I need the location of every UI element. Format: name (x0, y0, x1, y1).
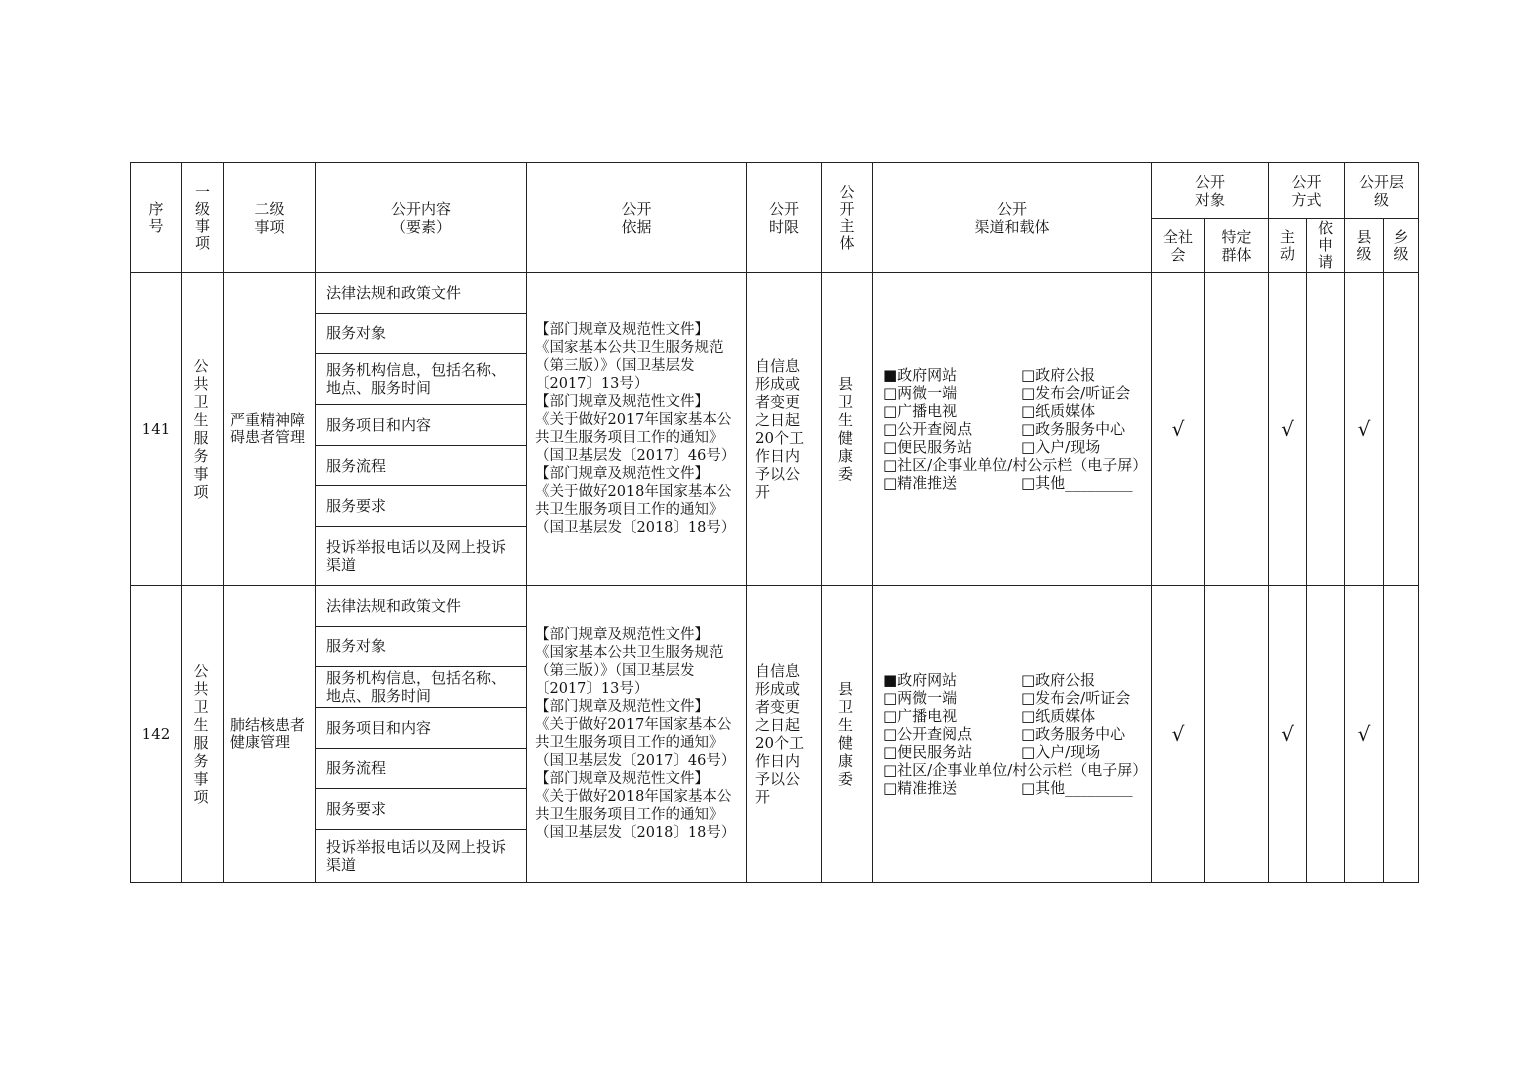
list-item: 投诉举报电话以及网上投诉渠道 (326, 837, 507, 874)
mark-town (1384, 273, 1419, 586)
list-item: 法律法规和政策文件 (316, 586, 526, 626)
list-item: 法律法规和政策文件 (316, 273, 526, 313)
mark-active: √ (1269, 273, 1307, 586)
list-item: 服务要求 (316, 788, 526, 829)
row-basis: 【部门规章及规范性文件】 《国家基本公共卫生服务规范（第三版）》（国卫基层发〔2017〕13号） 【部门规章及规范性文件】 《关于做好2017年国家基本公共卫生服务项目工作的通知》（国卫基层发〔2017〕46号） 【部门规章及规范性文件】 《关于做好2018年国家基本公共卫生服务项目工作的通知》（国卫基层发〔2018〕18号） (527, 586, 747, 883)
header-subject: 公开主体 (822, 163, 873, 273)
row-contents (316, 273, 527, 586)
row-basis: 【部门规章及规范性文件】 《国家基本公共卫生服务规范（第三版）》（国卫基层发〔2017〕13号） 【部门规章及规范性文件】 《关于做好2017年国家基本公共卫生服务项目工作的通知》（国卫基层发〔2017〕46号） 【部门规章及规范性文件】 《关于做好2018年国家基本公共卫生服务项目工作的通知》（国卫基层发〔2018〕18号） (527, 273, 747, 586)
header-seq: 序号 (131, 163, 182, 273)
list-item: 服务项目和内容 (316, 707, 526, 748)
list-item: 投诉举报电话以及网上投诉渠道 (326, 538, 507, 575)
table-row (131, 273, 1419, 586)
header-level1: 一级事项 (182, 163, 224, 273)
row-level2: 肺结核患者健康管理 (224, 586, 316, 883)
header-basis: 公开 依据 (527, 163, 747, 273)
mark-county: √ (1345, 586, 1384, 883)
mark-specific (1205, 273, 1269, 586)
row-seq: 141 (131, 273, 182, 586)
row-level2: 严重精神障碍患者管理 (224, 273, 316, 586)
header-target-specific: 特定群体 (1205, 219, 1269, 273)
row-time: 自信息形成或者变更之日起20个工作日内予以公开 (747, 273, 822, 586)
table-row (131, 586, 1419, 883)
header-level-county: 县级 (1345, 219, 1384, 273)
list-item: 服务机构信息，包括名称、地点、服务时间 (316, 666, 526, 707)
content-list (316, 273, 526, 585)
header-time: 公开 时限 (747, 163, 822, 273)
header-target: 公开对象 (1152, 163, 1269, 219)
list-item: 服务项目和内容 (316, 404, 526, 445)
header-channel: 公开 渠道和载体 (873, 163, 1152, 273)
header-level-town: 乡级 (1384, 219, 1419, 273)
list-item: 服务机构信息，包括名称、地点、服务时间 (316, 353, 526, 404)
mark-request (1307, 586, 1345, 883)
list-item: 服务流程 (316, 446, 526, 486)
header-mode-active: 主动 (1269, 219, 1307, 273)
row-contents (316, 586, 527, 883)
row-time: 自信息形成或者变更之日起20个工作日内予以公开 (747, 586, 822, 883)
header-mode-request: 依申请 (1307, 219, 1345, 273)
list-item: 服务对象 (316, 313, 526, 353)
mark-specific (1205, 586, 1269, 883)
header-mode: 公开方式 (1269, 163, 1345, 219)
row-subject: 县卫生健康委 (822, 586, 873, 883)
mark-request (1307, 273, 1345, 586)
content-list (316, 586, 526, 882)
header-level2: 二级事项 (224, 163, 316, 273)
list-item: 服务对象 (316, 626, 526, 666)
list-item: 服务流程 (316, 748, 526, 788)
row-seq: 142 (131, 586, 182, 883)
mark-all: √ (1152, 273, 1205, 586)
row-channels: ■政府网站 □政府公报 □两微一端 □发布会/听证会 □广播电视 □纸质媒体 □公开查阅点 □政务服务中心 □便民服务站 □入户/现场 □社区/企事业单位/村公示栏（电子屏） □精准推送 □其他_________ (873, 273, 1152, 586)
disclosure-table (130, 162, 1419, 883)
row-channels: ■政府网站 □政府公报 □两微一端 □发布会/听证会 □广播电视 □纸质媒体 □公开查阅点 □政务服务中心 □便民服务站 □入户/现场 □社区/企事业单位/村公示栏（电子屏） □精准推送 □其他_________ (873, 586, 1152, 883)
header-target-all: 全社会 (1152, 219, 1205, 273)
row-level1: 公共卫生服务事项 (182, 273, 224, 586)
header-row-1 (131, 163, 1419, 219)
mark-all: √ (1152, 586, 1205, 883)
row-level1: 公共卫生服务事项 (182, 586, 224, 883)
mark-active: √ (1269, 586, 1307, 883)
mark-county: √ (1345, 273, 1384, 586)
row-subject: 县卫生健康委 (822, 273, 873, 586)
mark-town (1384, 586, 1419, 883)
list-item: 服务要求 (316, 486, 526, 527)
header-content: 公开内容 （要素） (316, 163, 527, 273)
header-level: 公开层级 (1345, 163, 1419, 219)
